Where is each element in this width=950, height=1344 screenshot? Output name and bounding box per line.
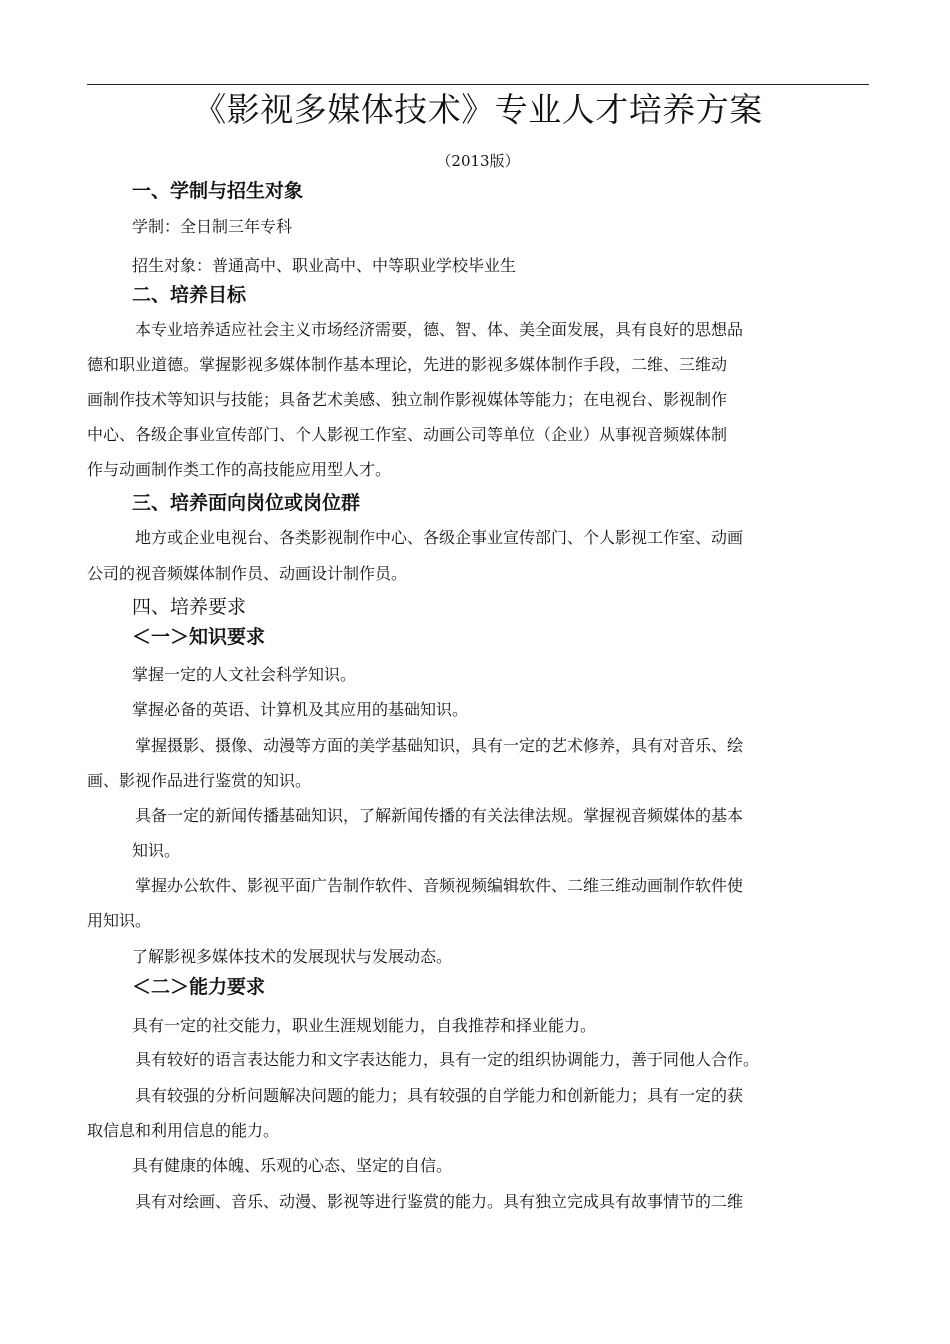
paragraph-line: 学制：全日制三年专科	[132, 217, 293, 236]
subsection-heading-knowledge: ＜一＞知识要求	[132, 626, 266, 648]
paragraph-line: 具有健康的体魄、乐观的心态、坚定的自信。	[132, 1156, 453, 1175]
paragraph-line: 了解影视多媒体技术的发展现状与发展动态。	[132, 947, 453, 966]
section-heading-2: 二、培养目标	[132, 284, 247, 306]
document-title: 《影视多媒体技术》专业人才培养方案	[193, 90, 763, 129]
paragraph-line: 具有对绘画、音乐、动漫、影视等进行鉴赏的能力。具有独立完成具有故事情节的二维	[135, 1192, 744, 1211]
paragraph-line: 德和职业道德。掌握影视多媒体制作基本理论，先进的影视多媒体制作手段，二维、三维动	[87, 355, 728, 374]
section-heading-4: 四、培养要求	[132, 596, 247, 618]
header-rule	[87, 84, 869, 85]
paragraph-line: 作与动画制作类工作的高技能应用型人才。	[87, 460, 392, 479]
paragraph-line: 具有较好的语言表达能力和文字表达能力，具有一定的组织协调能力，善于同他人合作。	[135, 1050, 760, 1069]
section-heading-1: 一、学制与招生对象	[132, 180, 304, 202]
paragraph-line: 本专业培养适应社会主义市场经济需要，德、智、体、美全面发展，具有良好的思想品	[135, 320, 744, 339]
paragraph-line: 掌握一定的人文社会科学知识。	[132, 665, 357, 684]
paragraph-line: 招生对象：普通高中、职业高中、中等职业学校毕业生	[132, 256, 517, 275]
paragraph-line: 中心、各级企事业宣传部门、个人影视工作室、动画公司等单位（企业）从事视音频媒体制	[87, 425, 728, 444]
paragraph-line: 用知识。	[87, 911, 152, 930]
paragraph-line: 具备一定的新闻传播基础知识，了解新闻传播的有关法律法规。掌握视音频媒体的基本	[135, 806, 744, 825]
paragraph-line: 掌握摄影、摄像、动漫等方面的美学基础知识，具有一定的艺术修养，具有对音乐、绘	[135, 736, 744, 755]
paragraph-line: 掌握必备的英语、计算机及其应用的基础知识。	[132, 700, 469, 719]
paragraph-line: 画、影视作品进行鉴赏的知识。	[87, 771, 312, 790]
subsection-heading-ability: ＜二＞能力要求	[132, 976, 266, 998]
paragraph-line: 知识。	[132, 841, 181, 860]
edition-label: （2013版）	[436, 152, 520, 170]
paragraph-line: 具有较强的分析问题解决问题的能力；具有较强的自学能力和创新能力；具有一定的获	[135, 1086, 744, 1105]
paragraph-line: 地方或企业电视台、各类影视制作中心、各级企事业宣传部门、个人影视工作室、动画	[135, 528, 744, 547]
section-heading-3: 三、培养面向岗位或岗位群	[132, 492, 361, 514]
paragraph-line: 取信息和利用信息的能力。	[87, 1121, 280, 1140]
paragraph-line: 公司的视音频媒体制作员、动画设计制作员。	[87, 564, 408, 583]
paragraph-line: 画制作技术等知识与技能；具备艺术美感、独立制作影视媒体等能力；在电视台、影视制作	[87, 390, 728, 409]
paragraph-line: 掌握办公软件、影视平面广告制作软件、音频视频编辑软件、二维三维动画制作软件使	[135, 876, 744, 895]
paragraph-line: 具有一定的社交能力，职业生涯规划能力，自我推荐和择业能力。	[132, 1016, 597, 1035]
